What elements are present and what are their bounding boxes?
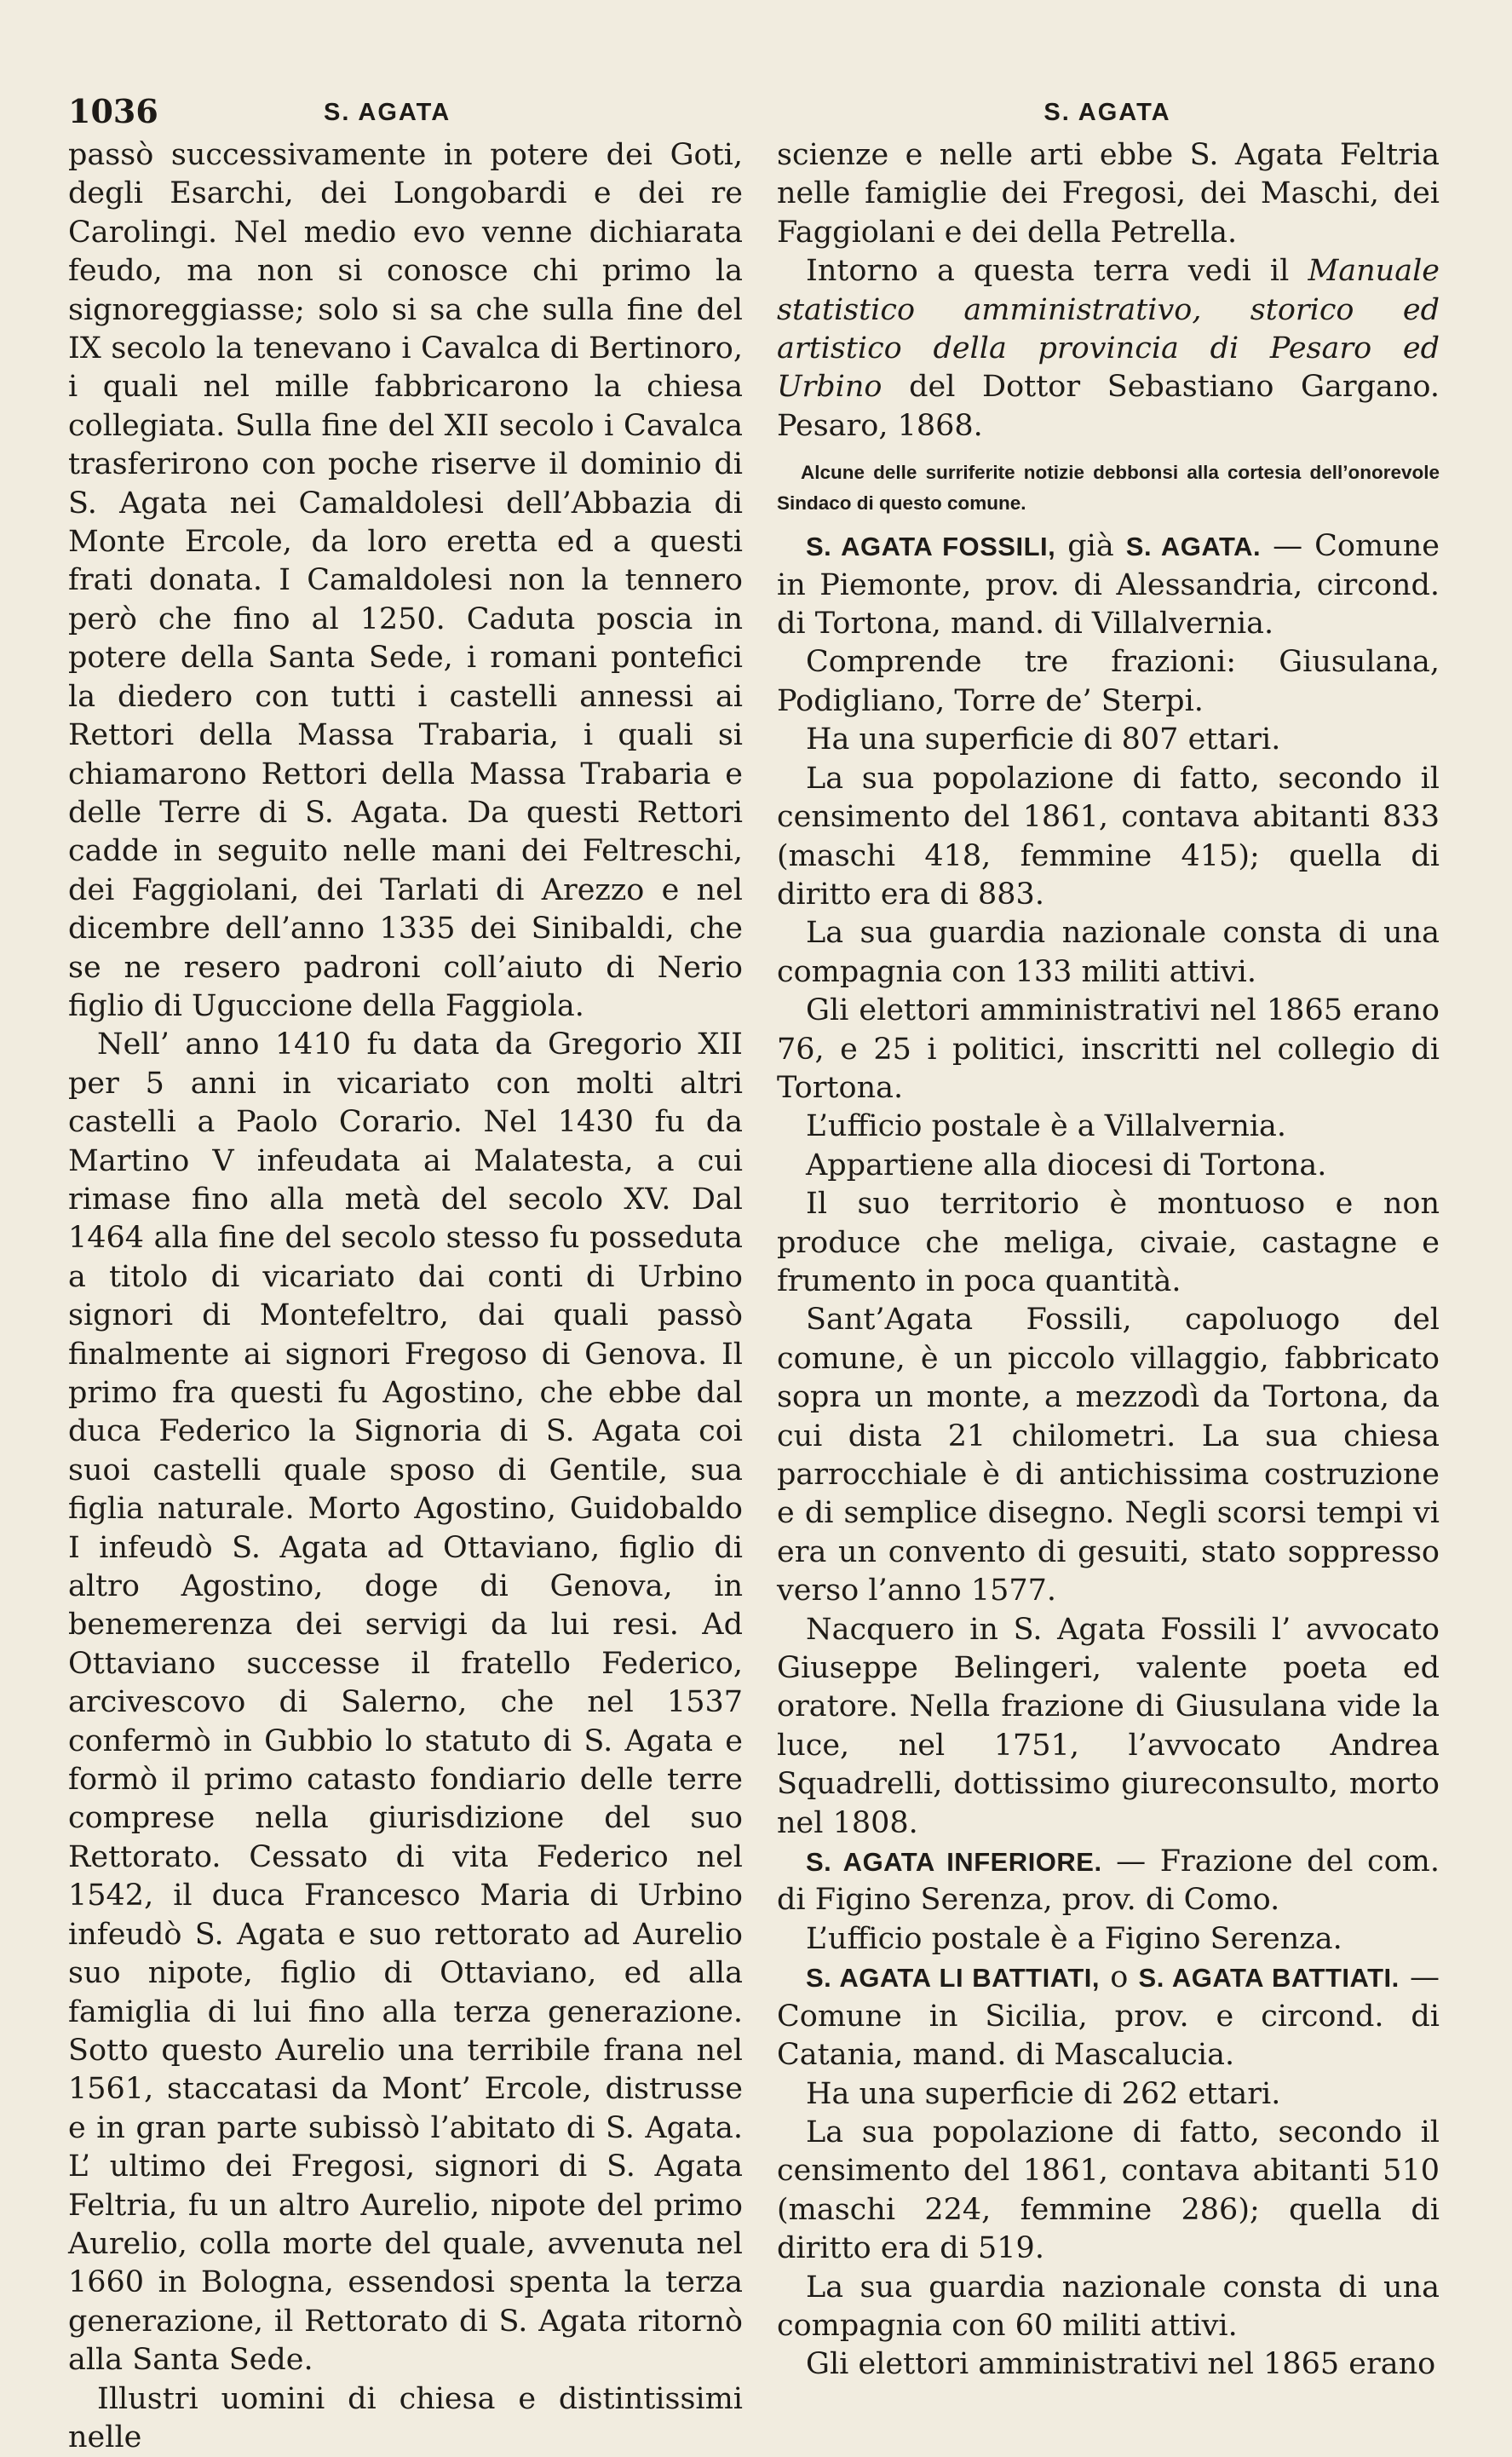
right-paragraph-2 (777, 252, 1440, 446)
entry-fossili-village: Sant’Agata Fossili, capoluogo del comune, è un piccolo villaggio, fabbricato sopra un monte, a mezzodì da Tortona, da cui dista 21 chilometri. La sua chiesa parrocchiale è di antichissima costruzione e di semplice disegno. Negli scorsi tempi vi era un convento di gesuiti, stato soppresso verso l’anno 1577. (777, 1303, 1440, 1608)
left-paragraph-3: Illustri uomini di chiesa e distintissimi nelle (68, 2381, 743, 2454)
entry-battiati-guard: La sua guardia nazionale consta di una compagnia con 60 militi attivi. (777, 2270, 1440, 2343)
left-paragraph-2: Nell’ anno 1410 fu data da Gregorio XII per 5 anni in vicariato con molti altri castelli a Paolo Corario. Nel 1430 fu da Martino V infeudata ai Malatesta, a cui rimase fino alla metà del secolo XV. Dal 1464 alla fine del secolo stesso fu posseduta a titolo di vicariato dai conti di Urbino signori di Montefeltro, dai quali passò finalmente ai signori Fregoso di Genova. Il primo fra questi fu Agostino, che ebbe dal duca Federico la Signoria di S. Agata coi suoi castelli quale sposo di Gentile, sua figlia naturale. Morto Agostino, Guidobaldo I infeudò S. Agata ad Ottaviano, figlio di altro Agostino, doge di Genova, in benemerenza dei servigi da lui resi. Ad Ottaviano successe il fratello Federico, arcivescovo di Salerno, che nel 1537 confermò in Gubbio lo statuto di S. Agata e formò il primo catasto fondiario delle terre comprese nella giurisdizione del suo Rettorato. Cessato di vita Federico nel 1542, il duca Francesco Maria di Urbino infeudò S. Agata e suo rettorato ad Aurelio suo nipote, figlio di Ottaviano, ed alla famiglia di lui fino alla terza generazione. Sotto questo Aurelio una terribile frana nel 1561, staccatasi da Mont’ Ercole, distrusse e in gran parte subissò l’abitato di S. Agata. L’ ultimo dei Fregosi, signori di S. Agata Feltria, fu un altro Aurelio, nipote del primo Aurelio, colla morte del quale, avvenuta nel 1660 in Bologna, essendosi spenta la terza generazione, il Rettorato di S. Agata ritornò alla Santa Sede. (68, 1027, 743, 2378)
right-running-title: S. AGATA (1043, 99, 1171, 126)
left-header (68, 92, 750, 135)
entry-fossili-notables: Nacquero in S. Agata Fossili l’ avvocato Giuseppe Belingeri, valente poeta ed oratore. Nella frazione di Giusulana vide la luce, nel 1751, l’avvocato Andrea Squadrelli, dottissimo giureconsulto, morto nel 1808. (777, 1612, 1440, 1840)
entry-battiati-heading (777, 1959, 1440, 2074)
left-column (68, 136, 743, 2457)
left-paragraph-1: passò successivamente in potere dei Goti, degli Esarchi, dei Longobardi e dei re Carolingi. Nel medio evo venne dichiarata feudo, ma non si conosce chi primo la signoreggiasse; solo si sa che sulla fine del IX secolo la tenevano i Cavalca di Bertinoro, i quali nel mille fabbricarono la chiesa collegiata. Sulla fine del XII secolo i Cavalca trasferirono con poche riserve il dominio di S. Agata nei Camaldolesi dell’Abbazia di Monte Ercole, da loro eretta ed a questi frati donata. I Camaldolesi non la tennero però che fino al 1250. Caduta poscia in potere della Santa Sede, i romani pontefici la diedero con tutti i castelli annessi ai Rettori della Massa Trabaria, i quali si chiamarono Rettori della Massa Trabaria e delle Terre di S. Agata. Da questi Rettori cadde in seguito nelle mani dei Feltreschi, dei Faggiolani, dei Tarlati di Arezzo e nel dicembre dell’anno 1335 dei Sinibaldi, che se ne resero padroni coll’aiuto di Nerio figlio di Uguccione della Faggiola. (68, 138, 743, 1023)
entry-inferiore-description: — Frazione del com. di Figino Serenza, prov. di Como. (777, 1844, 1440, 1918)
entry-fossili-electors: Gli elettori amministrativi nel 1865 erano 76, e 25 i politici, inscritti nel collegio di Tortona. (777, 993, 1440, 1105)
page-number: 1036 (68, 92, 158, 130)
entry-inferiore-heading (777, 1843, 1440, 1920)
bibliography-title: Manuale statistico amministrativo, storico ed artistico della provincia di Pesaro ed Urbino (777, 254, 1440, 405)
right-column (777, 136, 1440, 2385)
entry-fossili-post: L’ufficio postale è a Villalvernia. (806, 1109, 1287, 1144)
entry-battiati-description: — Comune in Sicilia, prov. e circond. di Catania, mand. di Mascalucia. (777, 1960, 1440, 2073)
entry-fossili-guard: La sua guardia nazionale consta di una compagnia con 133 militi attivi. (777, 916, 1440, 989)
left-running-title: S. AGATA (324, 99, 451, 126)
entry-fossili-territory: Il suo territorio è montuoso e non produce che meliga, civaie, castagne e frumento in poca quantità. (777, 1187, 1440, 1298)
entry-fossili-fractions: Comprende tre frazioni: Giusulana, Podigliano, Torre de’ Sterpi. (777, 645, 1440, 718)
entry-fossili-connector: già (1067, 529, 1114, 564)
entry-inferiore-title: S. AGATA INFERIORE. (806, 1847, 1102, 1878)
entry-fossili-alt-title: S. AGATA. (1125, 532, 1262, 562)
entry-battiati-connector: o (1110, 1960, 1129, 1995)
right-header (775, 92, 1440, 135)
entry-fossili-area: Ha una superficie di 807 ettari. (806, 722, 1281, 757)
entry-inferiore-post: L’ufficio postale è a Figino Serenza. (806, 1921, 1342, 1956)
entry-fossili-diocese: Appartiene alla diocesi di Tortona. (806, 1148, 1327, 1182)
entry-fossili-heading (777, 527, 1440, 643)
entry-battiati-electors: Gli elettori amministrativi nel 1865 erano (806, 2347, 1436, 2382)
entry-battiati-area: Ha una superficie di 262 ettari. (806, 2076, 1281, 2111)
entry-fossili-description: — Comune in Piemonte, prov. di Alessandria, circond. di Tortona, mand. di Villalvernia. (777, 529, 1440, 642)
entry-fossili-title: S. AGATA FOSSILI, (806, 532, 1056, 562)
entry-fossili-population: La sua popolazione di fatto, secondo il censimento del 1861, contava abitanti 833 (maschi 418, femmine 415); quella di diritto era di 883. (777, 761, 1440, 912)
bibliography-intro: Intorno a questa terra vedi il (806, 254, 1290, 289)
entry-battiati-alt-title: S. AGATA BATTIATI. (1138, 1963, 1400, 1994)
bibliography-author: del Dottor Sebastiano Gargano. Pesaro, 1868. (777, 370, 1440, 443)
entry-battiati-population: La sua popolazione di fatto, secondo il censimento del 1861, contava abitanti 510 (maschi 224, femmine 286); quella di diritto era di 519. (777, 2115, 1440, 2266)
entry-battiati-title: S. AGATA LI BATTIATI, (806, 1963, 1100, 1994)
acknowledgement-note: Alcune delle surriferite notizie debbonsi alla cortesia dell’onorevole Sindaco di questo comune. (777, 462, 1440, 515)
right-paragraph-1: scienze e nelle arti ebbe S. Agata Feltria nelle famiglie dei Fregosi, dei Maschi, dei Faggiolani e dei della Petrella. (777, 138, 1440, 250)
